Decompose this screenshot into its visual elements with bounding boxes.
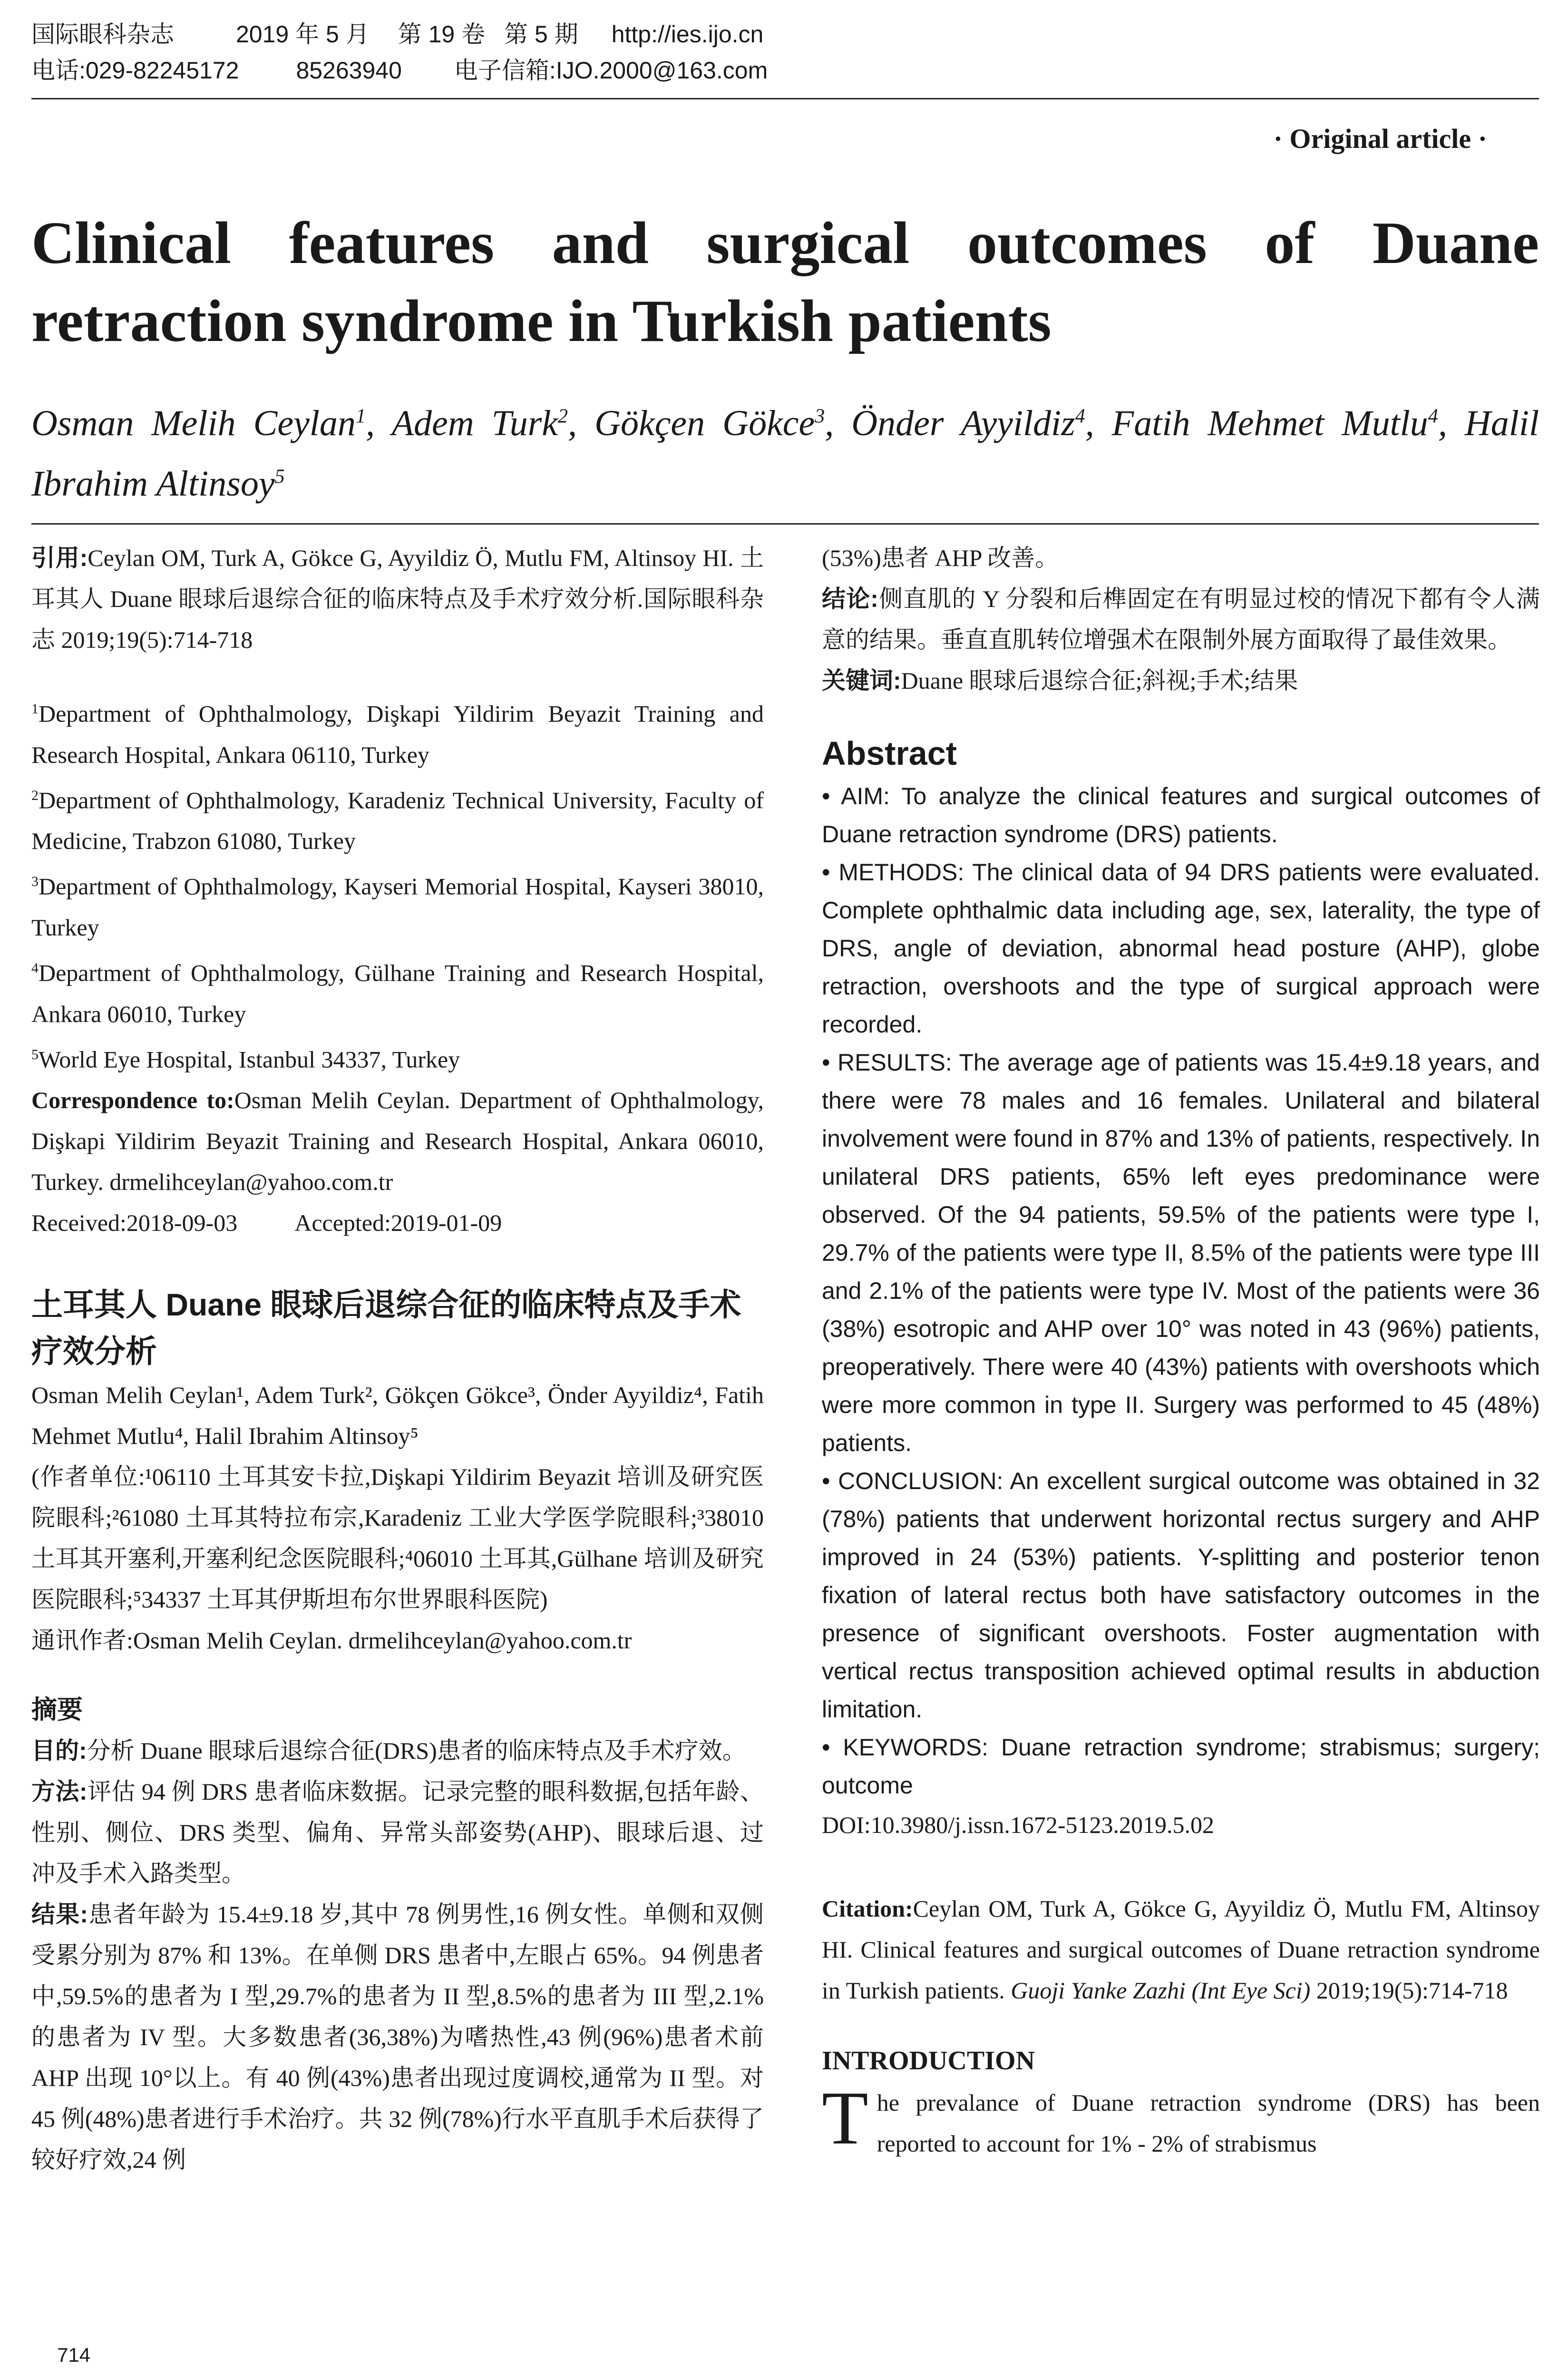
abstract-conclusion: • CONCLUSION: An excellent surgical outcome was obtained in 32 (78%) patients that underwent horizontal rectus surgery and AHP improved in 24 (53%) patients. Y-splitting and posterior tenon fixation of lateral rectus both have satisfactory outcomes in the presence of significant overshoots. Foster augmentation with vertical rectus transposition achieved optimal results in abduction limitation. bbox=[822, 1468, 1540, 1723]
chinese-authors: Osman Melih Ceylan¹, Adem Turk², Gökçen Gökce³, Önder Ayyildiz⁴, Fatih Mehmet Mutlu⁴, Halil Ibrahim Altinsoy⁵ bbox=[31, 1382, 764, 1450]
journal-email[interactable]: 电子信箱:IJO.2000@163.com bbox=[454, 57, 768, 84]
affiliation-3: $^3$Department of Ophthalmology, Kayseri Memorial Hospital, Kayseri 38010, Turkey bbox=[31, 873, 764, 941]
chinese-abstract-results: 结果:患者年龄为 15.4±9.18 岁,其中 78 例男性,16 例女性。单侧和双侧受累分别为 87% 和 13%。在单侧 DRS 患者中,左眼占 65%。94 例患者中,59.5%的患者为 I 型,29.7%的患者为 II 型,8.5%的患者为 III 型,2.1%的患者为 IV 型。大多数患者(36,38%)为嗜热性,43 例(96%)患者术前 AHP 出现 10°以上。有 40 例(43%)患者出现过度调校,通常为 II 型。对 45 例(48%)患者进行手术治疗。共 32 例(78%)行水平直肌手术后获得了较好疗效,24 例 bbox=[31, 1901, 764, 2173]
chinese-abstract-methods: 方法:评估 94 例 DRS 患者临床数据。记录完整的眼科数据,包括年龄、性别、侧位、DRS 类型、偏角、异常头部姿势(AHP)、眼球后退、过冲及手术入路类型。 bbox=[31, 1778, 764, 1887]
author-1: Osman Melih Ceylan$^1$ bbox=[31, 403, 366, 444]
affiliation-4: $^4$Department of Ophthalmology, Gülhane Training and Research Hospital, Ankara 06010, Turkey bbox=[31, 959, 764, 1027]
chinese-abstract-conclusion: 结论:侧直肌的 Y 分裂和后榫固定在有明显过校的情况下都有令人满意的结果。垂直直肌转位增强术在限制外展方面取得了最佳效果。 bbox=[822, 585, 1540, 653]
article-title: Clinical features and surgical outcomes of Duane retraction syndrome in Turkish patients bbox=[31, 210, 1539, 354]
journal-url[interactable]: http://ies.ijo.cn bbox=[611, 21, 764, 48]
introduction-heading: INTRODUCTION bbox=[822, 2046, 1035, 2075]
chinese-citation: 引用:Ceylan OM, Turk A, Gökce G, Ayyildiz Ö, Mutlu FM, Altinsoy HI. 土耳其人 Duane 眼球后退综合征的临床特点及手术疗效分析.国际眼科杂志 2019;19(5):714-718 bbox=[31, 545, 764, 653]
correspondence: Correspondence to:Osman Melih Ceylan. Department of Ophthalmology, Dişkapi Yildirim Beyazit Training and Research Hospital, Ankara 06010, Turkey. drmelihceylan@yahoo.com.tr bbox=[31, 1087, 764, 1196]
chinese-title: 土耳其人 Duane 眼球后退综合征的临床特点及手术疗效分析 bbox=[31, 1287, 741, 1369]
chinese-abstract-keywords: 关键词:Duane 眼球后退综合征;斜视;手术;结果 bbox=[822, 667, 1298, 694]
journal-name: 国际眼科杂志 bbox=[31, 21, 174, 48]
introduction bbox=[822, 2075, 1540, 2164]
author-6: Halil Ibrahim Altinsoy$^5$ bbox=[31, 403, 1539, 504]
issue: 第 5 期 bbox=[504, 21, 578, 48]
abstract-keywords: • KEYWORDS: Duane retraction syndrome; strabismus; surgery; outcome bbox=[822, 1734, 1540, 1799]
abstract-results: • RESULTS: The average age of patients was 15.4±9.18 years, and there were 78 males and 16 females. Unilateral and bilateral involvement were found in 87% and 13% of patients, respectively. In unilateral DRS patients, 65% left eyes predominance were observed. Of the 94 patients, 59.5% of the patients were type I, 29.7% of the patients were type II, 8.5% of the patients were type III and 2.1% of the patients were type IV. Most of the patients were 36 (38%) esotropic and AHP over 10° was noted in 43 (96%) patients, preoperatively. There were 40 (43%) patients with overshoots which were more common in type II. Surgery was performed to 45 (48%) patients. bbox=[822, 1049, 1540, 1456]
journal-header-line-1 bbox=[31, 16, 1539, 52]
issue-date: 2019 年 5 月 bbox=[236, 21, 370, 48]
journal-tel-2: 85263940 bbox=[296, 57, 402, 84]
author-2: Adem Turk$^2$ bbox=[391, 403, 568, 444]
chinese-abstract-aim: 目的:分析 Duane 眼球后退综合征(DRS)患者的临床特点及手术疗效。 bbox=[31, 1737, 746, 1764]
introduction-text: he prevalance of Duane retraction syndrome (DRS) has been reported to account for 1% - 2% of strabismus bbox=[877, 2089, 1540, 2157]
page-number: 714 bbox=[57, 2344, 91, 2366]
chinese-correspondence: 通讯作者:Osman Melih Ceylan. drmelihceylan@yahoo.com.tr bbox=[31, 1627, 632, 1654]
journal-tel: 电话:029-82245172 bbox=[31, 57, 239, 84]
abstract-aim: • AIM: To analyze the clinical features and surgical outcomes of Duane retraction syndrome (DRS) patients. bbox=[822, 783, 1540, 848]
citation: Citation:Ceylan OM, Turk A, Gökce G, Ayyildiz Ö, Mutlu FM, Altinsoy HI. Clinical features and surgical outcomes of Duane retraction syndrome in Turkish patients. Guoji Yanke Zazhi (Int Eye Sci) 2019;19(5):714-718 bbox=[822, 1895, 1540, 2004]
citation-journal: Guoji Yanke Zazhi (Int Eye Sci) bbox=[1011, 1977, 1311, 2004]
left-column bbox=[31, 537, 764, 2180]
right-column bbox=[822, 537, 1540, 2164]
abstract-heading: Abstract bbox=[822, 735, 957, 772]
author-list: Osman Melih Ceylan$^1$, Adem Turk$^2$, Gökçen Gökce$^3$, Önder Ayyildiz$^4$, Fatih Mehmet Mutlu$^4$, Halil Ibrahim Altinsoy$^5$ bbox=[31, 403, 1539, 504]
chinese-abstract-heading: 摘要 bbox=[31, 1695, 83, 1724]
author-4: Önder Ayyildiz$^4$ bbox=[851, 403, 1085, 444]
chinese-abstract-results-cont: (53%)患者 AHP 改善。 bbox=[822, 545, 1059, 571]
drop-cap: T bbox=[822, 2075, 868, 2160]
author-5: Fatih Mehmet Mutlu$^4$ bbox=[1111, 403, 1438, 444]
volume: 第 19 卷 bbox=[398, 21, 486, 48]
author-3: Gökçen Gökce$^3$ bbox=[594, 403, 825, 444]
article-type: · Original article · bbox=[1273, 123, 1487, 154]
authors-divider bbox=[31, 523, 1539, 525]
affiliations bbox=[31, 689, 764, 1080]
affiliation-2: $^2$Department of Ophthalmology, Karadeniz Technical University, Faculty of Medicine, Trabzon 61080, Turkey bbox=[31, 787, 764, 855]
affiliation-1: $^1$Department of Ophthalmology, Dişkapi Yildirim Beyazit Training and Research Hospital, Ankara 06110, Turkey bbox=[31, 700, 764, 768]
accepted-date: 2019-01-09 bbox=[390, 1209, 502, 1237]
header-divider bbox=[31, 98, 1539, 99]
journal-header bbox=[31, 16, 1539, 88]
chinese-affiliations: (作者单位:¹06110 土耳其安卡拉,Dişkapi Yildirim Beyazit 培训及研究医院眼科;²61080 土耳其特拉布宗,Karadeniz 工业大学医学院眼科;³38010 土耳其开塞利,开塞利纪念医院眼科;⁴06010 土耳其,Gülhane 培训及研究医院眼科;⁵34337 土耳其伊斯坦布尔世界眼科医院) bbox=[31, 1463, 764, 1613]
abstract-methods: • METHODS: The clinical data of 94 DRS patients were evaluated. Complete ophthalmic data including age, sex, laterality, the type of DRS, angle of deviation, abnormal head posture (AHP), globe retraction, overshoots and the type of surgical approach were recorded. bbox=[822, 859, 1540, 1038]
doi[interactable]: DOI:10.3980/j.issn.1672-5123.2019.5.02 bbox=[822, 1812, 1214, 1838]
journal-header-line-2 bbox=[31, 52, 1539, 88]
received-date: 2018-09-03 bbox=[126, 1209, 238, 1237]
dates: Received:2018-09-03 Accepted:2019-01-09 bbox=[31, 1209, 502, 1237]
affiliation-5: $^5$World Eye Hospital, Istanbul 34337, Turkey bbox=[31, 1046, 460, 1073]
